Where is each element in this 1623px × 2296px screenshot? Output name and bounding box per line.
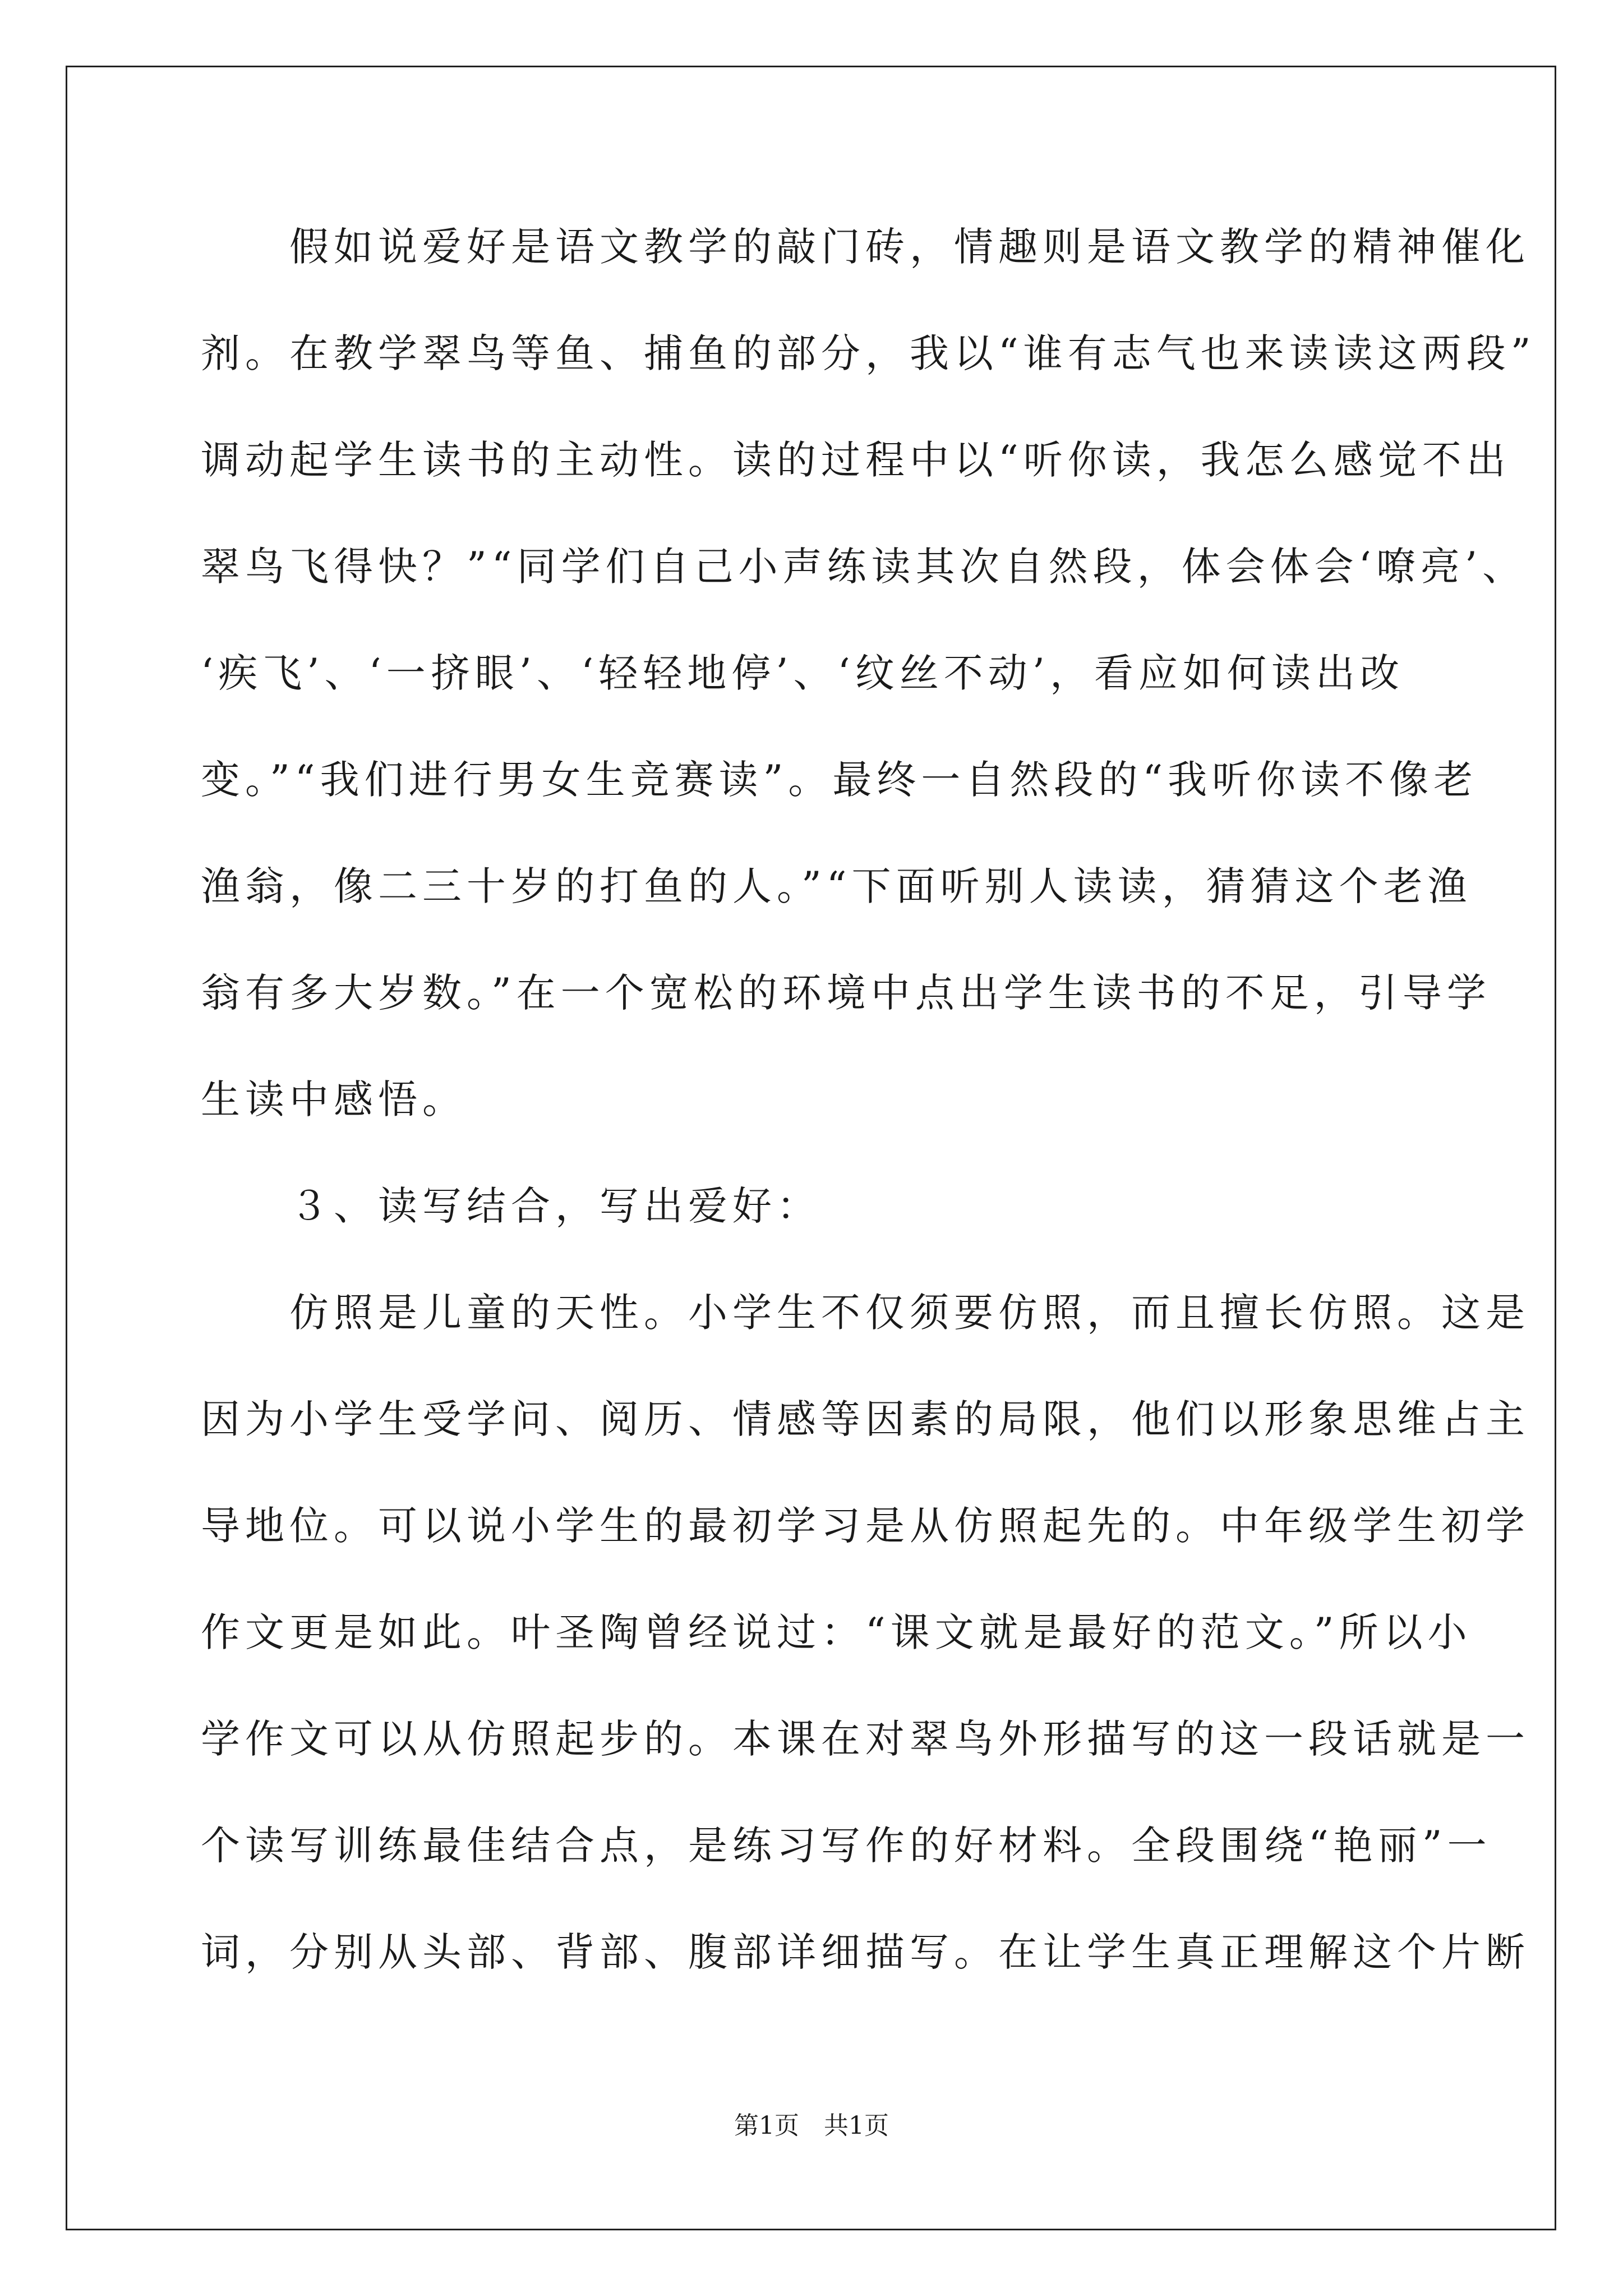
text-line: 作文更是如此。叶圣陶曾经说过：“课文就是最好的范文。”所以小 bbox=[201, 1609, 1472, 1655]
text-line: 因为小学生受学问、阅历、情感等因素的局限，他们以形象思维占主 bbox=[201, 1396, 1530, 1442]
text-line: 词，分别从头部、背部、腹部详细描写。在让学生真正理解这个片断 bbox=[201, 1929, 1530, 1975]
text-line: ‘疾飞’、‘一挤眼’、‘轻轻地停’、‘纹丝不动’，看应如何读出改 bbox=[201, 650, 1405, 696]
text-line: 调动起学生读书的主动性。读的过程中以“听你读，我怎么感觉不出 bbox=[201, 437, 1511, 483]
page-footer: 第1页 共1页 bbox=[734, 2111, 889, 2140]
text-line: 生读中感悟。 bbox=[201, 1076, 467, 1122]
text-line: 个读写训练最佳结合点，是练习写作的好材料。全段围绕“艳丽”一 bbox=[201, 1823, 1492, 1869]
text-line: 假如说爱好是语文教学的敲门砖，情趣则是语文教学的精神催化 bbox=[201, 224, 1530, 270]
text-line: 学作文可以从仿照起步的。本课在对翠鸟外形描写的这一段话就是一 bbox=[201, 1716, 1530, 1762]
text-line: 导地位。可以说小学生的最初学习是从仿照起先的。中年级学生初学 bbox=[201, 1503, 1530, 1549]
text-line: 翠鸟飞得快？”“同学们自己小声练读其次自然段，体会体会‘嘹亮’、 bbox=[201, 544, 1527, 590]
text-line: 渔翁，像二三十岁的打鱼的人。”“下面听别人读读，猜猜这个老渔 bbox=[201, 863, 1472, 909]
text-line: 仿照是儿童的天性。小学生不仅须要仿照，而且擅长仿照。这是 bbox=[201, 1290, 1530, 1336]
text-line: 翁有多大岁数。”在一个宽松的环境中点出学生读书的不足，引导学 bbox=[201, 970, 1491, 1016]
page-border bbox=[66, 66, 1556, 2230]
text-line: 剂。在教学翠鸟等鱼、捕鱼的部分，我以“谁有志气也来读读这两段” bbox=[201, 330, 1536, 376]
section-heading: ３、读写结合，写出爱好： bbox=[201, 1183, 821, 1229]
text-line: 变。”“我们进行男女生竞赛读”。最终一自然段的“我听你读不像老 bbox=[201, 757, 1478, 803]
